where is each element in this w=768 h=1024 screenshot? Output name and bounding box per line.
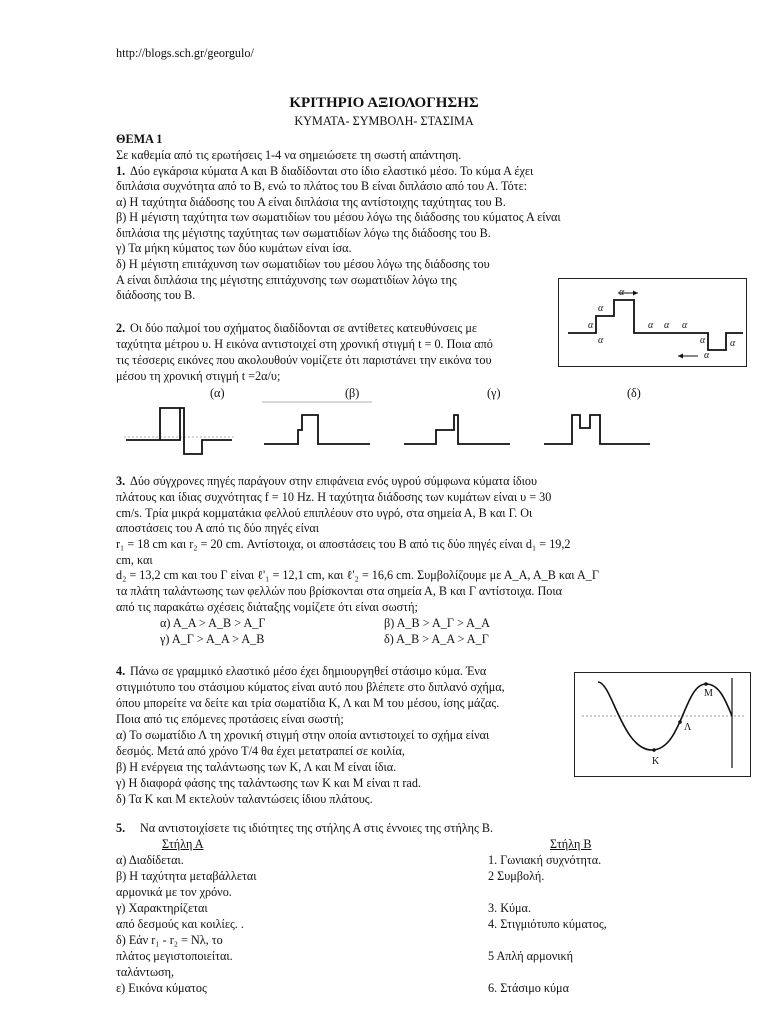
column-a-header: Στήλη Α <box>162 837 204 851</box>
instructions: Σε καθεμία από τις ερωτήσεις 1-4 να σημειώσετε τη σωστή απάντηση. <box>116 148 462 162</box>
question-1-line: Δύο εγκάρσια κύματα Α και Β διαδίδονται στο ίδιο ελαστικό μέσο. Το κύμα Α έχει <box>130 164 534 178</box>
question-5-number: 5. <box>116 821 126 835</box>
option-figure-c <box>402 400 512 460</box>
column-a-item-cont: αρμονικά με τον χρόνο. <box>116 885 232 899</box>
option-figure-a <box>124 400 234 460</box>
question-3-number: 3. <box>116 474 126 488</box>
question-3-line: cm, και <box>116 553 153 567</box>
section-heading: ΘΕΜΑ 1 <box>116 132 163 146</box>
question-3-option-b: β) Α_Β > Α_Γ > Α_Α <box>384 616 490 630</box>
pulse-label-a: α <box>730 338 736 349</box>
question-3-option-d: δ) Α_Β > Α_Α > Α_Γ <box>384 632 489 646</box>
question-1-line: διπλάσια συχνότητα από το Β, ενώ το πλάτος του Β είναι διπλάσιο από του Α. Τότε: <box>116 179 528 193</box>
pulse-label-a: α <box>700 335 706 346</box>
point-l-label: Λ <box>684 722 692 733</box>
question-4-option-d: δ) Τα Κ και Μ εκτελούν ταλαντώσεις ίδιου πλάτους. <box>116 792 373 806</box>
option-figure-d <box>542 400 652 460</box>
column-b-header: Στήλη Β <box>550 837 592 851</box>
question-1-option-a: α) Η ταχύτητα διάδοσης του Α είναι διπλάσια της αντίστοιχης ταχύτητας του Β. <box>116 195 506 209</box>
question-3-line: d₂ = 13,2 cm και του Γ είναι ℓ'₁ = 12,1 cm, και ℓ'₂ = 16,6 cm. Συμβολίζουμε με Α_Α, Α_Β και Α_Γ <box>116 568 599 582</box>
question-1-option-d-cont: Α είναι διπλάσια της μέγιστης επιτάχυνσης των σωματιδίων λόγω της <box>116 273 457 287</box>
question-4-option-c: γ) Η διαφορά φάσης της ταλάντωσης των Κ και Μ είναι π rad. <box>116 776 421 790</box>
column-a-item-cont: πλάτος μεγιστοποιείται. <box>116 949 233 963</box>
question-4-option-b: β) Η ενέργεια της ταλάντωσης των Κ, Λ και Μ είναι ίδια. <box>116 760 397 774</box>
page-title: ΚΡΙΤΗΡΙΟ ΑΞΙΟΛΟΓΗΣΗΣ <box>289 95 479 111</box>
question-1-option-d: δ) Η μέγιστη επιτάχυνση των σωματιδίων του μέσου λόγω της διάδοσης του <box>116 257 490 271</box>
pulse-label-a: α <box>598 335 604 346</box>
pulse-label-a: α <box>648 320 654 331</box>
question-3-line: από τις παρακάτω σχέσεις διάταξης νομίζετε ότι είναι σωστή; <box>116 600 418 614</box>
question-3-line: cm/s. Τρία μικρά κομματάκια φελλού επιπλέουν στο υγρό, στα σημεία Α, Β και Γ. Οι <box>116 506 533 520</box>
blog-url-link[interactable]: http://blogs.sch.gr/georgulo/ <box>116 46 254 60</box>
column-b-item: 3. Κύμα. <box>488 901 531 915</box>
column-a-item: β) Η ταχύτητα μεταβάλλεται <box>116 869 257 883</box>
point-k-label: Κ <box>652 756 660 767</box>
question-2-line: ταχύτητα μέτρου υ. Η εικόνα αντιστοιχεί στη χρονική στιγμή t = 0. Ποια από <box>116 337 493 351</box>
column-b-item: 1. Γωνιακή συχνότητα. <box>488 853 602 867</box>
column-a-item-cont: ταλάντωση, <box>116 965 174 979</box>
pulse-label-a: α <box>588 320 594 331</box>
column-a-item: ε) Εικόνα κύματος <box>116 981 207 995</box>
pulse-label-a: α <box>598 303 604 314</box>
page-subtitle: ΚΥΜΑΤΑ- ΣΥΜΒΟΛΗ- ΣΤΑΣΙΜΑ <box>294 114 474 128</box>
point-m-label: Μ <box>704 688 713 699</box>
question-2-number: 2. <box>116 321 126 335</box>
question-3-line: τα πλάτη ταλάντωσης των φελλών που βρίσκονται στα σημεία Α, Β και Γ αντίστοιχα. Ποια <box>116 584 563 598</box>
question-4-option-a: α) Το σωματίδιο Λ τη χρονική στιγμή στην οποία αντιστοιχεί το σχήμα είναι <box>116 728 490 742</box>
question-3-line: r₁ = 18 cm και r₂ = 20 cm. Αντίστοιχα, οι αποστάσεις του Β από τις δύο πηγές είναι d₁ = 19,2 <box>116 537 571 551</box>
option-label-b: (β) <box>345 386 360 400</box>
standing-wave-figure <box>574 672 752 778</box>
question-2-line: μέσου τη χρονική στιγμή t =2α/υ; <box>116 369 281 383</box>
option-label-d: (δ) <box>627 386 641 400</box>
question-4-line: στιγμιότυπο του στάσιμου κύματος είναι αυτό που βλέπετε στο διπλανό σχήμα, <box>116 680 505 694</box>
question-1-option-b-cont: διπλάσια της μέγιστης ταχύτητας των σωματιδίων λόγω της διάδοσης του Β. <box>116 226 491 240</box>
question-3-line: πλάτους και ίδιας συχνότητας f = 10 Hz. Η ταχύτητα διάδοσης των κυμάτων είναι υ = 30 <box>116 490 552 504</box>
pulses-figure <box>558 278 748 368</box>
question-4-option-a-cont: δεσμός. Μετά από χρόνο T/4 θα έχει μετατραπεί σε κοιλία, <box>116 744 405 758</box>
option-label-a: (α) <box>210 386 225 400</box>
question-1-option-d-cont: διάδοσης του Β. <box>116 288 196 302</box>
question-3-line: αποστάσεις του Α από τις δύο πηγές είναι <box>116 521 320 535</box>
question-5-prompt: Να αντιστοιχίσετε τις ιδιότητες της στήλης Α στις έννοιες της στήλης Β. <box>140 821 494 835</box>
question-2-line: Οι δύο παλμοί του σχήματος διαδίδονται σε αντίθετες κατευθύνσεις με <box>130 321 478 335</box>
question-4-line: όπου μπορείτε να δείτε και τρία σωματίδια Κ, Λ και Μ του μέσου, ίσης μάζας. <box>116 696 500 710</box>
question-4-number: 4. <box>116 664 126 678</box>
column-a-item: γ) Χαρακτηρίζεται <box>116 901 208 915</box>
option-label-c: (γ) <box>487 386 501 400</box>
question-4-line: Ποια από τις επόμενες προτάσεις είναι σωστή; <box>116 712 344 726</box>
question-4-line: Πάνω σε γραμμικό ελαστικό μέσο έχει δημιουργηθεί στάσιμο κύμα. Ένα <box>130 664 487 678</box>
column-a-item: δ) Εάν r₁ - r₂ = Νλ, το <box>116 933 223 947</box>
question-1-option-b: β) Η μέγιστη ταχύτητα των σωματιδίων του μέσου λόγω της διάδοσης του κύματος Α είναι <box>116 210 561 224</box>
pulse-label-a: α <box>619 287 625 298</box>
question-2-line: τις τέσσερις εικόνες που ακολουθούν νομίζετε ότι παριστάνει την εικόνα του <box>116 353 492 367</box>
question-3-option-a: α) Α_Α > Α_Β > Α_Γ <box>160 616 266 630</box>
question-3-option-c: γ) Α_Γ > Α_Α > Α_Β <box>160 632 265 646</box>
question-1-option-c: γ) Τα μήκη κύματος των δύο κυμάτων είναι ίσα. <box>116 241 352 255</box>
column-a-item: α) Διαδίδεται. <box>116 853 184 867</box>
column-b-item: 4. Στιγμιότυπο κύματος, <box>488 917 607 931</box>
pulse-label-a: α <box>682 320 688 331</box>
column-b-item: 5 Απλή αρμονική <box>488 949 574 963</box>
question-3-line: Δύο σύγχρονες πηγές παράγουν στην επιφάνεια ενός υγρού σύμφωνα κύματα ίδιου <box>130 474 538 488</box>
pulse-label-a: α <box>664 320 670 331</box>
column-a-item-cont: από δεσμούς και κοιλίες. . <box>116 917 244 931</box>
column-b-item: 6. Στάσιμο κύμα <box>488 981 569 995</box>
option-figure-b <box>262 400 372 460</box>
question-1-number: 1. <box>116 164 126 178</box>
pulse-label-a: α <box>704 350 710 361</box>
column-b-item: 2 Συμβολή. <box>488 869 545 883</box>
